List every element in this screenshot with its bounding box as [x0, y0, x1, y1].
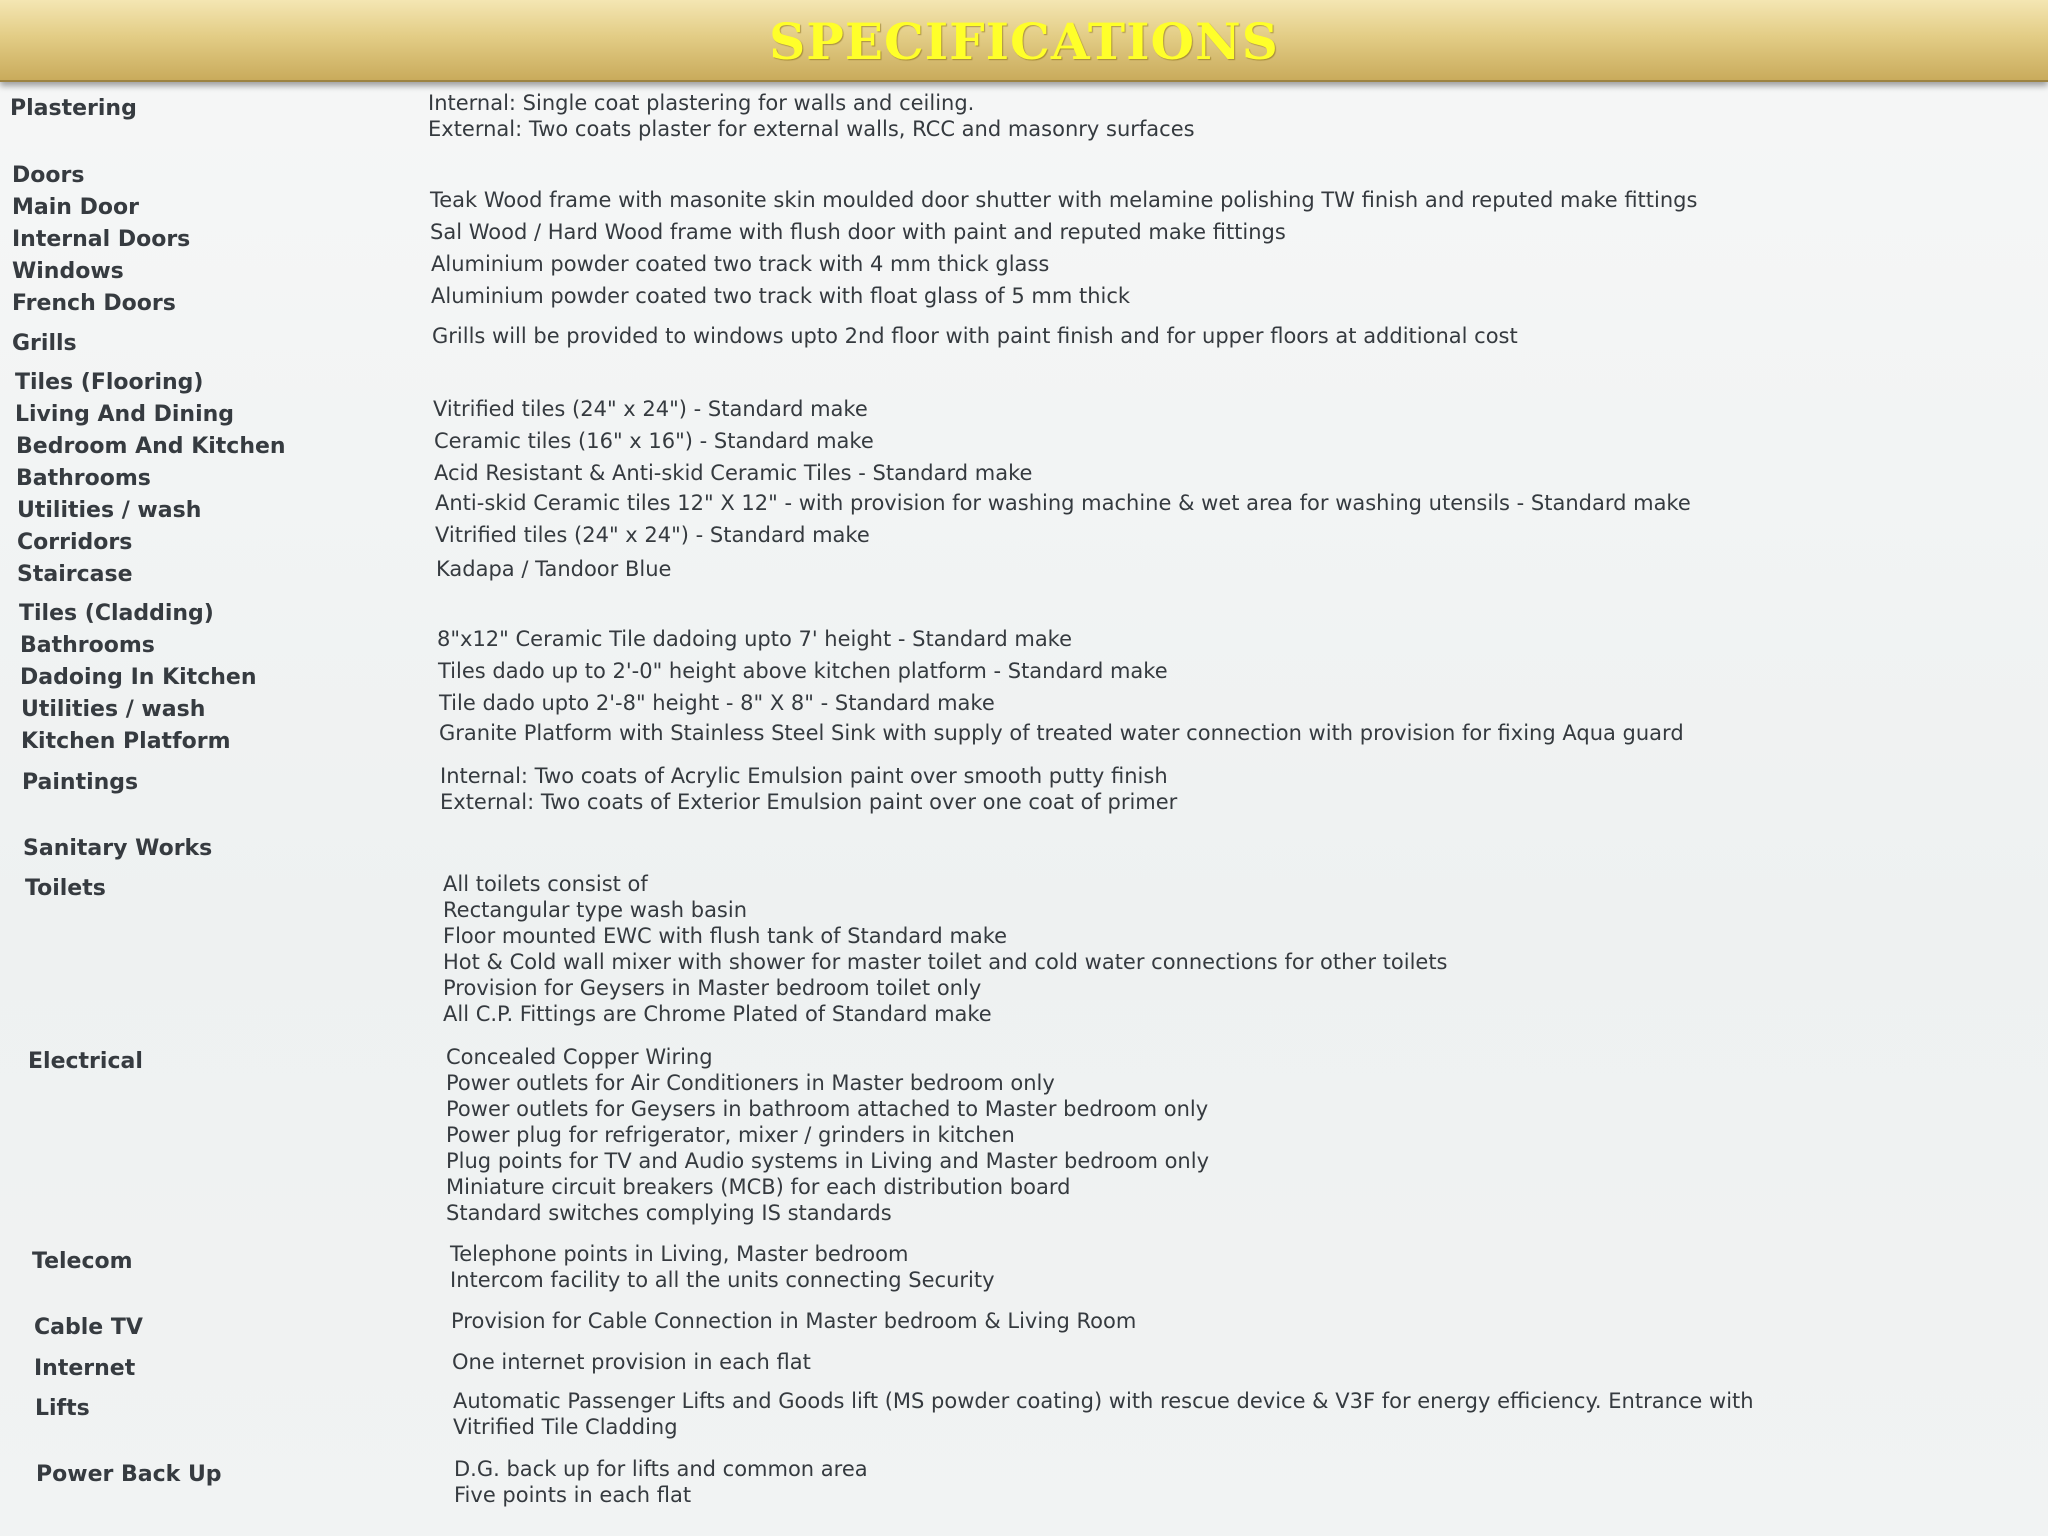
label-paintings: Paintings [22, 770, 139, 795]
desc-bedroom-kitchen: Ceramic tiles (16" x 16") - Standard make [434, 429, 874, 453]
label-grills: Grills [12, 331, 77, 356]
label-bedroom-kitchen: Bedroom And Kitchen [16, 434, 286, 459]
desc-line: Rectangular type wash basin [443, 898, 748, 922]
label-staircase: Staircase [17, 562, 133, 587]
desc-line: Plug points for TV and Audio systems in Living and Master bedroom only [446, 1149, 1209, 1173]
desc-electrical [446, 1044, 1209, 1226]
desc-cable-tv: Provision for Cable Connection in Master bedroom & Living Room [451, 1309, 1137, 1333]
label-internal-doors: Internal Doors [12, 227, 191, 252]
desc-line: Intercom facility to all the units connecting Security [450, 1268, 995, 1292]
desc-power-back-up [454, 1456, 868, 1508]
desc-french-doors: Aluminium powder coated two track with float glass of 5 mm thick [431, 284, 1131, 308]
label-plastering: Plastering [10, 96, 137, 121]
label-internet: Internet [34, 1356, 136, 1381]
label-lifts: Lifts [35, 1396, 90, 1421]
label-kitchen-platform: Kitchen Platform [21, 729, 231, 754]
desc-line: Power outlets for Geysers in bathroom attached to Master bedroom only [446, 1097, 1209, 1121]
desc-bathrooms-flooring: Acid Resistant & Anti-skid Ceramic Tiles - Standard make [434, 461, 1033, 485]
desc-line: Power outlets for Air Conditioners in Master bedroom only [446, 1071, 1055, 1095]
label-tiles-flooring: Tiles (Flooring) [15, 370, 204, 395]
desc-line: External: Two coats of Exterior Emulsion paint over one coat of primer [440, 790, 1178, 814]
label-dadoing-kitchen: Dadoing In Kitchen [20, 665, 257, 690]
desc-dadoing-kitchen: Tiles dado up to 2'-0" height above kitchen platform - Standard make [438, 659, 1168, 683]
desc-grills: Grills will be provided to windows upto 2nd floor with paint finish and for upper floors at additional cost [432, 324, 1518, 348]
label-utilities-flooring: Utilities / wash [17, 498, 202, 523]
desc-bathrooms-cladding: 8"x12" Ceramic Tile dadoing upto 7' height - Standard make [437, 627, 1073, 651]
label-doors: Doors [12, 163, 85, 188]
desc-plastering [428, 90, 1195, 142]
desc-line: Floor mounted EWC with flush tank of Standard make [443, 924, 1008, 948]
desc-utilities-cladding: Tile dado upto 2'-8" height - 8" X 8" - Standard make [439, 691, 995, 715]
desc-kitchen-platform: Granite Platform with Stainless Steel Sink with supply of treated water connection with provision for fixing Aqua guard [439, 721, 1684, 745]
label-sanitary-works: Sanitary Works [23, 836, 213, 861]
desc-line: Concealed Copper Wiring [446, 1045, 713, 1069]
label-french-doors: French Doors [12, 291, 176, 316]
label-cable-tv: Cable TV [34, 1315, 143, 1340]
desc-line: Internal: Single coat plastering for walls and ceiling. [428, 91, 975, 115]
desc-telecom [450, 1241, 995, 1293]
label-utilities-cladding: Utilities / wash [21, 697, 206, 722]
label-corridors: Corridors [17, 530, 133, 555]
desc-internet: One internet provision in each flat [452, 1350, 811, 1374]
label-main-door: Main Door [12, 195, 139, 220]
desc-lifts [453, 1388, 1754, 1440]
title-banner [0, 0, 2048, 82]
desc-main-door: Teak Wood frame with masonite skin moulded door shutter with melamine polishing TW finish and reputed make fittings [430, 188, 1698, 212]
label-toilets: Toilets [25, 876, 106, 901]
desc-utilities-flooring: Anti-skid Ceramic tiles 12" X 12" - with provision for washing machine & wet area for washing utensils - Standard make [435, 491, 1691, 515]
desc-line: D.G. back up for lifts and common area [454, 1457, 868, 1481]
desc-windows: Aluminium powder coated two track with 4 mm thick glass [431, 252, 1050, 276]
desc-line: Five points in each flat [454, 1483, 692, 1507]
label-power-back-up: Power Back Up [36, 1462, 222, 1487]
desc-line: Internal: Two coats of Acrylic Emulsion paint over smooth putty finish [440, 764, 1168, 788]
desc-line: Automatic Passenger Lifts and Goods lift (MS powder coating) with rescue device & V3F for energy efficiency. Entrance with [453, 1389, 1754, 1413]
label-bathrooms-flooring: Bathrooms [16, 466, 151, 491]
desc-line: External: Two coats plaster for external walls, RCC and masonry surfaces [428, 117, 1195, 141]
desc-staircase: Kadapa / Tandoor Blue [436, 557, 672, 581]
desc-internal-doors: Sal Wood / Hard Wood frame with flush door with paint and reputed make fittings [430, 220, 1286, 244]
desc-line: Standard switches complying IS standards [446, 1201, 892, 1225]
label-electrical: Electrical [28, 1049, 143, 1074]
label-bathrooms-cladding: Bathrooms [20, 633, 155, 658]
label-tiles-cladding: Tiles (Cladding) [19, 601, 214, 626]
desc-line: Vitrified Tile Cladding [453, 1415, 678, 1439]
desc-corridors: Vitrified tiles (24" x 24") - Standard make [435, 523, 870, 547]
label-telecom: Telecom [32, 1249, 133, 1274]
desc-line: Hot & Cold wall mixer with shower for master toilet and cold water connections for other toilets [443, 950, 1448, 974]
page-title: SPECIFICATIONS [769, 12, 1279, 71]
desc-line: All toilets consist of [443, 872, 648, 896]
desc-paintings [440, 763, 1177, 815]
label-living-dining: Living And Dining [15, 402, 235, 427]
desc-line: All C.P. Fittings are Chrome Plated of Standard make [443, 1002, 992, 1026]
desc-living-dining: Vitrified tiles (24" x 24") - Standard make [433, 397, 868, 421]
desc-line: Power plug for refrigerator, mixer / grinders in kitchen [446, 1123, 1015, 1147]
desc-line: Provision for Geysers in Master bedroom toilet only [443, 976, 982, 1000]
desc-toilets [443, 871, 1448, 1027]
desc-line: Miniature circuit breakers (MCB) for each distribution board [446, 1175, 1071, 1199]
label-windows: Windows [12, 259, 124, 284]
desc-line: Telephone points in Living, Master bedroom [450, 1242, 909, 1266]
